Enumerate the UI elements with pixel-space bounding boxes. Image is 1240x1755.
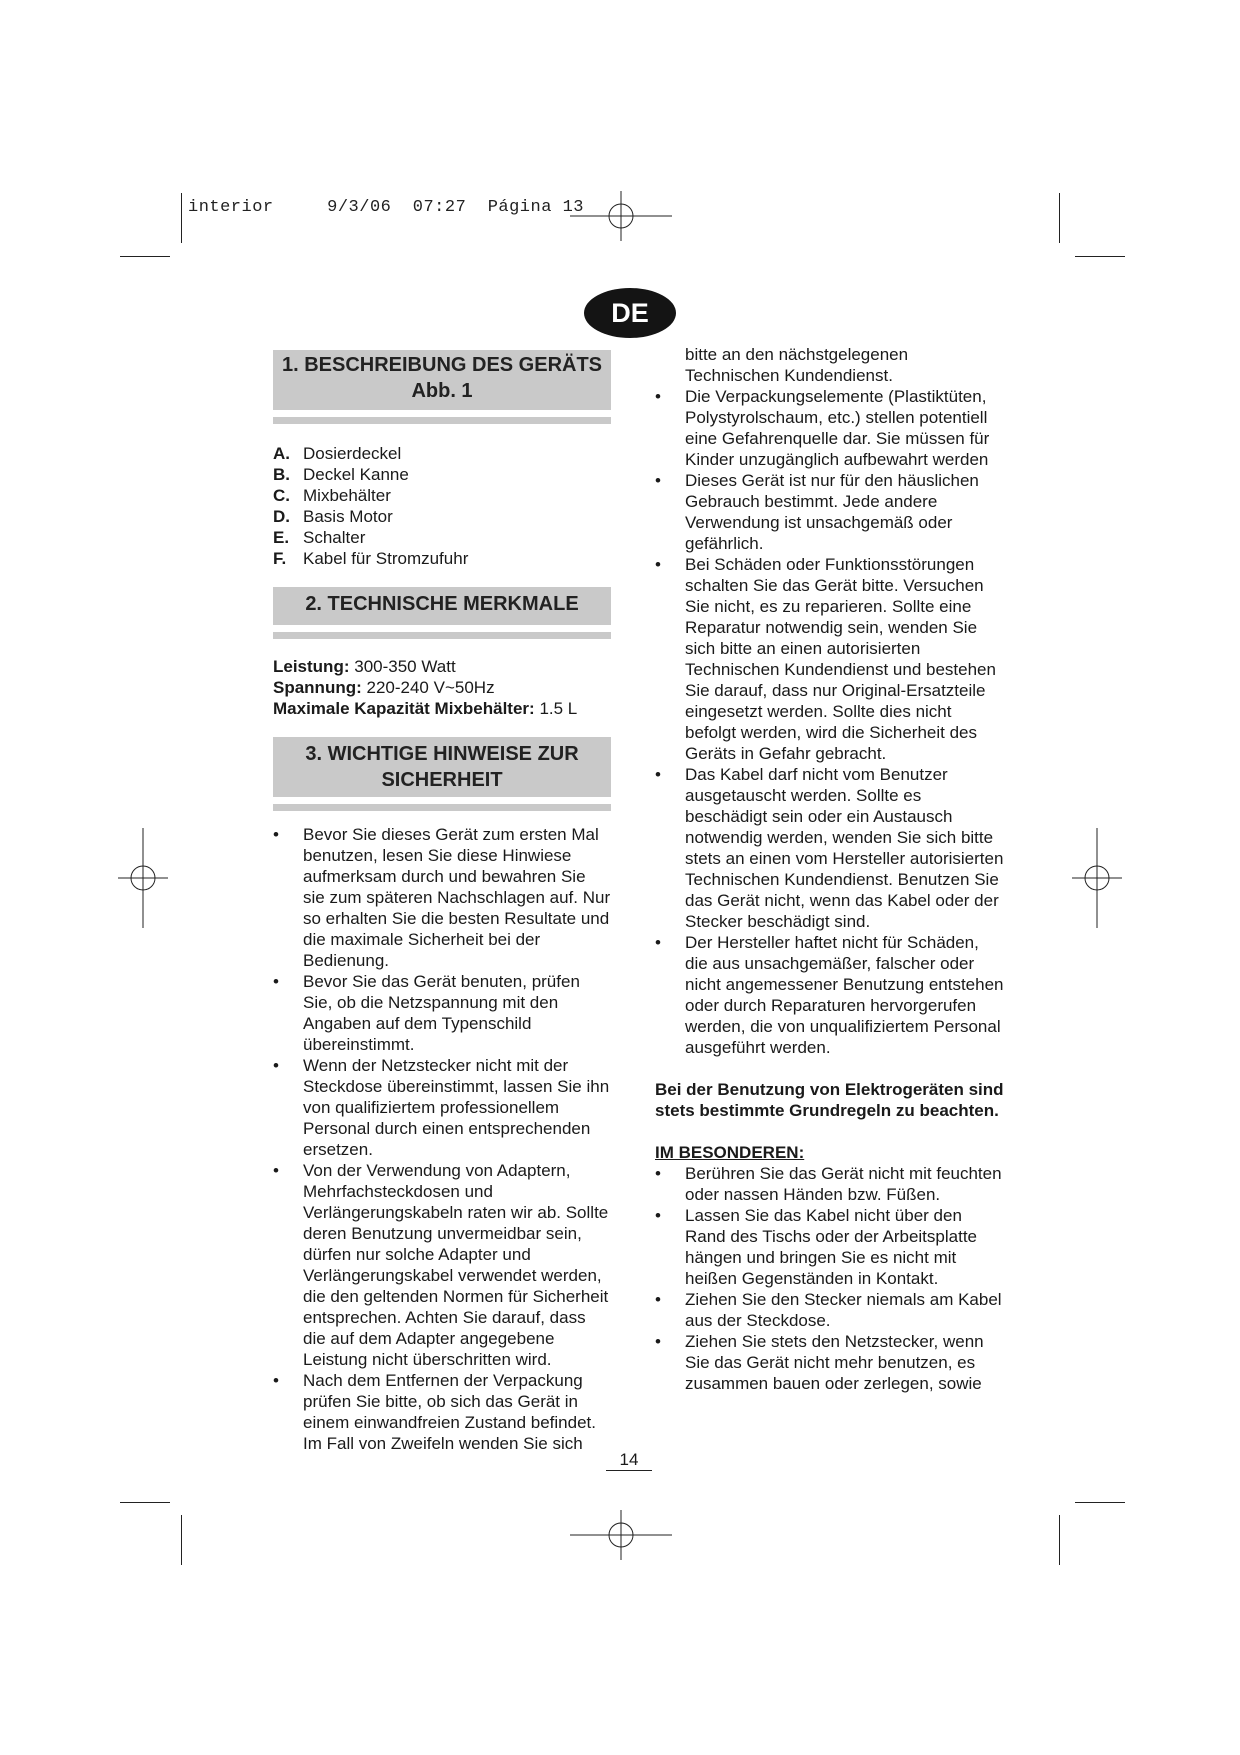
crop-mark <box>1075 1502 1125 1503</box>
slug-file: interior <box>188 198 274 217</box>
right-column <box>655 344 1005 1394</box>
specs <box>273 656 611 719</box>
list-item: • Berühren Sie das Gerät nicht mit feuchten oder nassen Händen bzw. Füßen. <box>655 1163 1005 1205</box>
slug-date: 9/3/06 <box>327 198 392 217</box>
crop-mark <box>120 256 170 257</box>
list-item: F. Kabel für Stromzufuhr <box>273 549 469 568</box>
parts-list <box>273 443 611 569</box>
list-item: • Ziehen Sie stets den Netzstecker, wenn Sie das Gerät nicht mehr benutzen, es zusammen bauen oder zerlegen, sowie <box>655 1331 1005 1394</box>
list-item: • Die Verpackungselemente (Plastiktüten, Polystyrolschaum, etc.) stellen potentiell eine Gefahrenquelle dar. Sie müssen für Kinder unzugänglich aufbewahrt werden <box>655 386 1005 470</box>
registration-mark-icon <box>570 1510 672 1560</box>
list-item: B. Deckel Kanne <box>273 465 409 484</box>
crop-mark <box>1059 1515 1060 1565</box>
crop-mark <box>1059 193 1060 243</box>
list-item: • Dieses Gerät ist nur für den häuslichen Gebrauch bestimmt. Jede andere Verwendung ist unsachgemäß oder gefährlich. <box>655 470 1005 554</box>
list-item: • Bevor Sie dieses Gerät zum ersten Mal benutzen, lesen Sie diese Hinwiese aufmerksam durch und bewahren Sie sie zum späteren Nachschlagen auf. Nur so erhalten Sie die besten Resultate und die maximale Sicherheit bei der Bedienung. <box>273 824 611 971</box>
safety-list-continued <box>655 386 1005 1058</box>
registration-mark-icon <box>1072 828 1122 928</box>
list-item: • Nach dem Entfernen der Verpackung prüfen Sie bitte, ob sich das Gerät in einem einwandfreien Zustand befindet. Im Fall von Zweifeln wenden Sie sich <box>273 1370 611 1454</box>
slug-page: Página 13 <box>487 198 585 217</box>
crop-mark <box>181 193 182 243</box>
spec-row: Maximale Kapazität Mixbehälter: 1.5 L <box>273 699 578 718</box>
list-item: • Bei Schäden oder Funktionsstörungen schalten Sie das Gerät bitte. Versuchen Sie nicht, es zu reparieren. Sollte eine Reparatur notwendig sein, wenden Sie sich bitte an einen autorisierten Technischen Kundendienst und bestehen Sie darauf, dass nur Original-Ersatzteile eingesetzt werden. Sollte dies nicht befolgt werden, wird die Sicherheit des Geräts in Gefahr gebracht. <box>655 554 1005 764</box>
spec-row: Leistung: 300-350 Watt <box>273 657 456 676</box>
list-item: D. Basis Motor <box>273 507 393 526</box>
list-item: C. Mixbehälter <box>273 486 391 505</box>
language-badge: DE <box>584 288 676 338</box>
crop-mark <box>1075 256 1125 257</box>
section-3-heading <box>273 737 611 804</box>
section-2-heading <box>273 587 611 632</box>
crop-mark <box>181 1515 182 1565</box>
list-item: • Lassen Sie das Kabel nicht über den Rand des Tischs oder der Arbeitsplatte hängen und bringen Sie es nicht mit heißen Gegenständen in Kontakt. <box>655 1205 1005 1289</box>
special-list <box>655 1163 1005 1394</box>
list-item: A. Dosierdeckel <box>273 444 402 463</box>
list-item: • Ziehen Sie den Stecker niemals am Kabel aus der Steckdose. <box>655 1289 1005 1331</box>
special-heading: IM BESONDEREN: <box>655 1143 805 1162</box>
list-item: E. Schalter <box>273 528 366 547</box>
slug-time: 07:27 <box>412 198 467 217</box>
page-number: 14 <box>606 1450 652 1471</box>
list-item: • Das Kabel darf nicht vom Benutzer ausgetauscht werden. Sollte es beschädigt sein oder ein Austausch notwendig werden, wenden Sie sich bitte stets an einen vom Hersteller autorisierten Technischen Kundendienst. Benutzen Sie das Gerät nicht, wenn das Kabel oder der Stecker beschädigt sind. <box>655 764 1005 932</box>
section-3-title-line2: SICHERHEIT <box>381 769 503 791</box>
print-slug <box>188 198 584 217</box>
section-1-title: 1. BESCHREIBUNG DES GERÄTS Abb. 1 <box>281 354 603 402</box>
bold-note: Bei der Benutzung von Elektrogeräten sind stets bestimmte Grundregeln zu beachten. <box>655 1080 1004 1120</box>
crop-mark <box>120 1502 170 1503</box>
section-1-heading <box>273 350 611 417</box>
continued-text: bitte an den nächstgelegenen Technischen Kundendienst. <box>685 345 909 385</box>
spec-row: Spannung: 220-240 V~50Hz <box>273 678 495 697</box>
section-3-title-line1: 3. WICHTIGE HINWEISE ZUR <box>305 743 579 765</box>
list-item: • Von der Verwendung von Adaptern, Mehrfachsteckdosen und Verlängerungskabeln raten wir ab. Sollte deren Benutzung unvermeidbar sein, dürfen nur solche Adapter und Verlängerungskabel verwendet werden, die den geltenden Normen für Sicherheit entsprechen. Achten Sie darauf, dass die auf dem Adapter angegebene Leistung nicht überschritten wird. <box>273 1160 611 1370</box>
list-item: • Bevor Sie das Gerät benuten, prüfen Sie, ob die Netzspannung mit den Angaben auf dem Typenschild übereinstimmt. <box>273 971 611 1055</box>
registration-mark-icon <box>570 191 672 241</box>
list-item: • Der Hersteller haftet nicht für Schäden, die aus unsachgemäßer, falscher oder nicht angemessener Benutzung entstehen oder durch Reparaturen hervorgerufen werden, die von unqualifiziertem Personal ausgeführt werden. <box>655 932 1005 1058</box>
section-2-title: 2. TECHNISCHE MERKMALE <box>305 593 579 615</box>
safety-list <box>273 824 611 1454</box>
left-column <box>273 350 611 1454</box>
list-item: • Wenn der Netzstecker nicht mit der Steckdose übereinstimmt, lassen Sie ihn von qualifiziertem professionellem Personal durch einen entsprechenden ersetzen. <box>273 1055 611 1160</box>
registration-mark-icon <box>118 828 168 928</box>
